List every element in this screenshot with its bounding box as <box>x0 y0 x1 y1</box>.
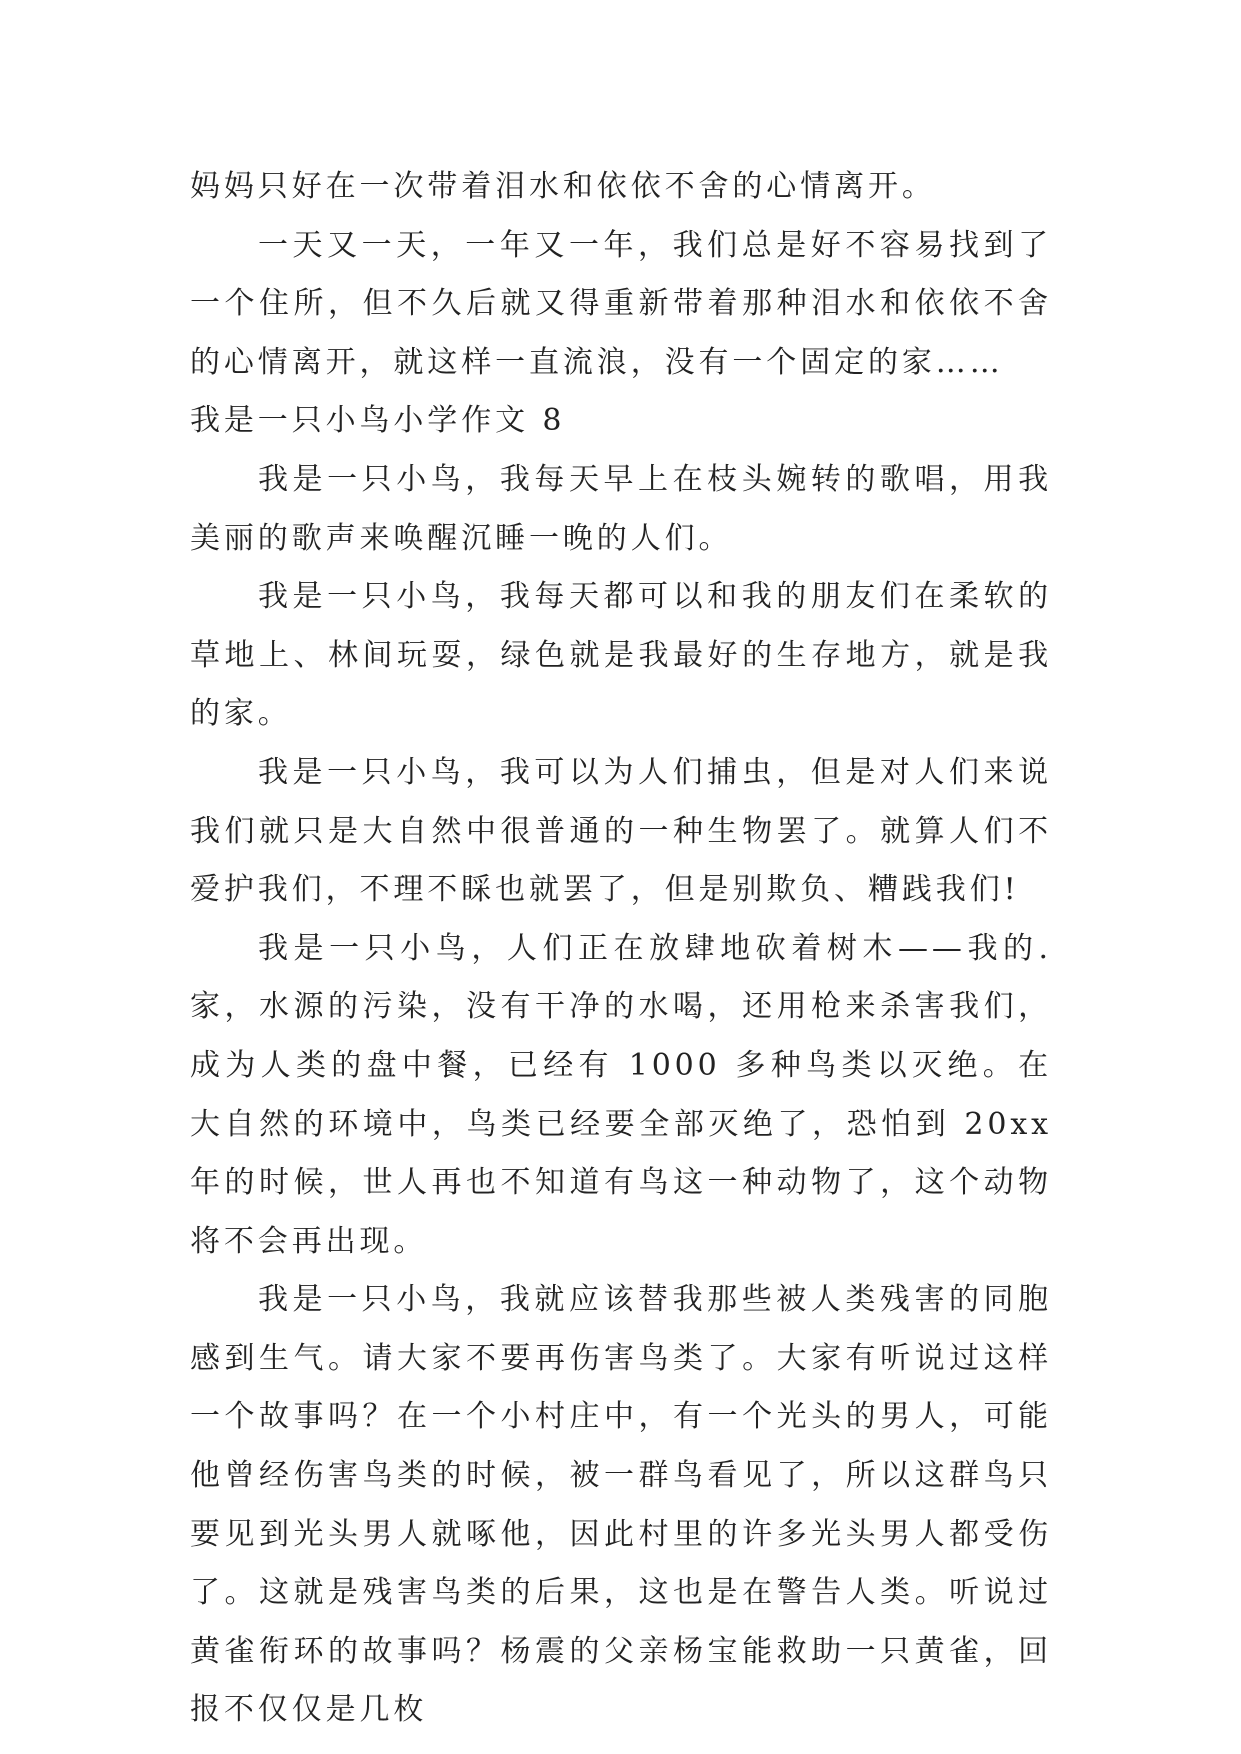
paragraph-insects: 我是一只小鸟，我可以为人们捕虫，但是对人们来说我们就只是大自然中很普通的一种生物罢了。就算人们不爱护我们，不理不睬也就罢了，但是别欺负、糟践我们! <box>190 754 1052 908</box>
essay-heading: 我是一只小鸟小学作文 8 <box>190 403 566 439</box>
paragraph-sing: 我是一只小鸟，我每天早上在枝头婉转的歌唱，用我美丽的歌声来唤醒沉睡一晚的人们。 <box>190 461 1052 556</box>
paragraph-continuation: 妈妈只好在一次带着泪水和依依不舍的心情离开。 <box>190 169 936 204</box>
paragraph-story: 我是一只小鸟，我就应该替我那些被人类残害的同胞感到生气。请大家不要再伤害鸟类了。大家有听说过这样一个故事吗？在一个小村庄中，有一个光头的男人，可能他曾经伤害鸟类的时候，被一群鸟看见了，所以这群鸟只要见到光头男人就啄他，因此村里的许多光头男人都受伤了。这就是残害鸟类的后果，这也是在警告人类。听说过黄雀衔环的故事吗？杨震的父亲杨宝能救助一只黄雀，回报不仅仅是几枚 <box>190 1282 1052 1728</box>
body-text <box>190 158 1052 1740</box>
paragraph-play: 我是一只小鸟，我每天都可以和我的朋友们在柔软的草地上、林间玩耍，绿色就是我最好的生存地方，就是我的家。 <box>190 579 1052 732</box>
paragraph-wandering: 一天又一天，一年又一年，我们总是好不容易找到了一个住所，但不久后就又得重新带着那种泪水和依依不舍的心情离开，就这样一直流浪，没有一个固定的家…… <box>190 227 1052 380</box>
paragraph-extinction: 我是一只小鸟，人们正在放肆地砍着树木——我的.家，水源的污染，没有干净的水喝，还用枪来杀害我们，成为人类的盘中餐，已经有 1000 多种鸟类以灭绝。在大自然的环境中，鸟类已经要全部灭绝了，恐怕到 20xx 年的时候，世人再也不知道有鸟这一种动物了，这个动物将不会再出现。 <box>190 930 1052 1259</box>
